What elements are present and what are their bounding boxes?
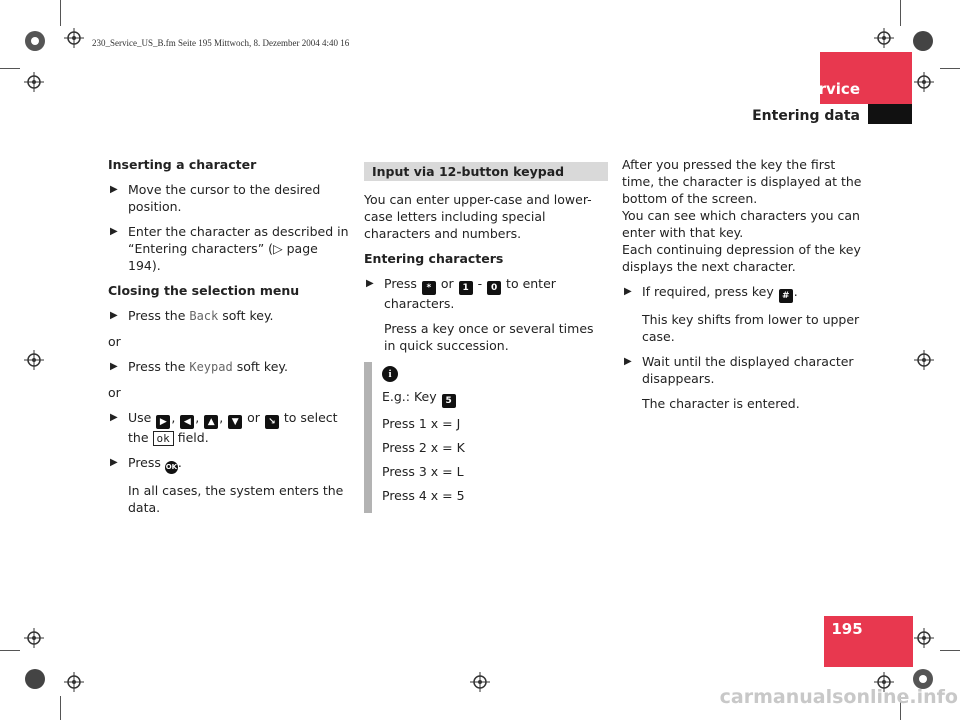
bullet-arrow-icon: ▶ [110, 412, 118, 423]
list-item-text: . [177, 455, 182, 470]
list-item-text: field. [173, 430, 209, 445]
right-key-icon: ▶ [156, 415, 170, 429]
registration-mark-icon [24, 628, 44, 648]
list-item-text: or [436, 276, 458, 291]
subsection-marker [868, 104, 912, 124]
list-item-text: - [473, 276, 487, 291]
column-3 [622, 156, 862, 420]
info-line: Press 4 x = 5 [382, 488, 465, 503]
registration-mark-icon [24, 72, 44, 92]
list-item-text: Press [128, 455, 165, 470]
list-item-text: soft key. [232, 359, 288, 374]
section-title: Service [797, 80, 860, 98]
list-item-text: Press the [128, 359, 190, 374]
bullet-arrow-icon: ▶ [110, 310, 118, 321]
or-text: or [108, 385, 121, 400]
paragraph: Each continuing depression of the key displays the next character. [622, 242, 861, 274]
crop-line [60, 0, 61, 26]
ok-field-label: ok [153, 431, 174, 446]
info-line: Press 3 x = L [382, 464, 464, 479]
print-header: 230_Service_US_B.fm Seite 195 Mittwoch, 8. Dezember 2004 4:40 16 [92, 38, 350, 48]
list-item [622, 283, 862, 303]
up-key-icon: ▲ [204, 415, 218, 429]
list-item-text: Press [384, 276, 421, 291]
crop-line [900, 0, 901, 26]
registration-mark-icon [874, 28, 894, 48]
color-target-icon [24, 30, 44, 50]
registration-mark-icon [914, 72, 934, 92]
bullet-arrow-icon: ▶ [624, 286, 632, 297]
left-key-icon: ◀ [180, 415, 194, 429]
crop-line [0, 68, 20, 69]
bullet-arrow-icon: ▶ [110, 361, 118, 372]
column-1 [108, 156, 353, 524]
diagonal-key-icon: ↘ [265, 415, 279, 429]
list-item-text: Wait until the displayed character disappears. [642, 354, 854, 386]
list-item [108, 409, 353, 446]
crop-line [940, 68, 960, 69]
keypad-softkey-label: Keypad [189, 360, 233, 374]
bullet-arrow-icon: ▶ [110, 457, 118, 468]
list-item [622, 353, 862, 387]
key-0-icon: 0 [487, 281, 501, 295]
sub-text: This key shifts from lower to upper case. [642, 312, 860, 344]
color-target-icon [24, 668, 44, 688]
back-softkey-label: Back [189, 309, 219, 323]
heading-closing: Closing the selection menu [108, 283, 300, 298]
key-5-icon: 5 [442, 394, 456, 408]
hash-key-icon: # [779, 289, 793, 303]
list-item [108, 223, 353, 274]
separator-text: , [219, 410, 228, 425]
list-item [364, 275, 608, 312]
or-text: or [108, 334, 121, 349]
paragraph: After you pressed the key the first time, the character is displayed at the bottom of the screen. [622, 157, 862, 206]
ok-key-icon: OK [165, 461, 178, 474]
registration-mark-icon [914, 350, 934, 370]
paragraph: You can see which characters you can enter with that key. [622, 208, 860, 240]
list-item-text: Enter the character as described in “Entering characters” (▷ page 194). [128, 224, 349, 273]
bullet-arrow-icon: ▶ [110, 184, 118, 195]
section-heading-bar: Input via 12-button keypad [364, 162, 608, 181]
registration-mark-icon [914, 628, 934, 648]
separator-text: , [195, 410, 204, 425]
info-text: E.g.: Key [382, 389, 441, 404]
down-key-icon: ▼ [228, 415, 242, 429]
watermark: carmanualsonline.info [719, 686, 958, 708]
star-key-icon: * [422, 281, 436, 295]
list-item-text: Press the [128, 308, 190, 323]
list-item [108, 358, 353, 376]
bullet-arrow-icon: ▶ [110, 226, 118, 237]
crop-line [0, 650, 20, 651]
list-item-text: Move the cursor to the desired position. [128, 182, 321, 214]
separator-text: or [243, 410, 264, 425]
crop-line [940, 650, 960, 651]
registration-mark-icon [64, 28, 84, 48]
page-number: 195 [831, 620, 863, 638]
sub-text: The character is entered. [642, 396, 800, 411]
color-target-icon [912, 668, 932, 688]
heading-inserting: Inserting a character [108, 157, 257, 172]
info-icon: i [382, 366, 398, 382]
result-text: In all cases, the system enters the data. [128, 483, 344, 515]
color-target-icon [912, 30, 932, 50]
list-item-text: . [793, 284, 798, 299]
info-line: Press 1 x = J [382, 416, 461, 431]
intro-text: You can enter upper-case and lower-case letters including special characters and numbers. [364, 192, 592, 241]
key-1-icon: 1 [459, 281, 473, 295]
info-line: Press 2 x = K [382, 440, 465, 455]
subsection-title: Entering data [752, 108, 860, 124]
list-item-text: soft key. [218, 308, 274, 323]
list-item-text: to select the [128, 410, 338, 445]
info-line [382, 388, 608, 408]
column-2 [364, 162, 608, 513]
list-item [108, 181, 353, 215]
separator-text: , [171, 410, 180, 425]
sub-text: Press a key once or several times in quick succession. [384, 321, 594, 353]
bullet-arrow-icon: ▶ [366, 278, 374, 289]
list-item [108, 454, 353, 474]
registration-mark-icon [24, 350, 44, 370]
heading-entering: Entering characters [364, 251, 504, 266]
list-item [108, 307, 353, 325]
list-item-text: Use [128, 410, 156, 425]
bullet-arrow-icon: ▶ [624, 356, 632, 367]
list-item-text: to enter characters. [384, 276, 556, 311]
list-item-text: If required, press key [642, 284, 778, 299]
info-box [364, 362, 608, 513]
